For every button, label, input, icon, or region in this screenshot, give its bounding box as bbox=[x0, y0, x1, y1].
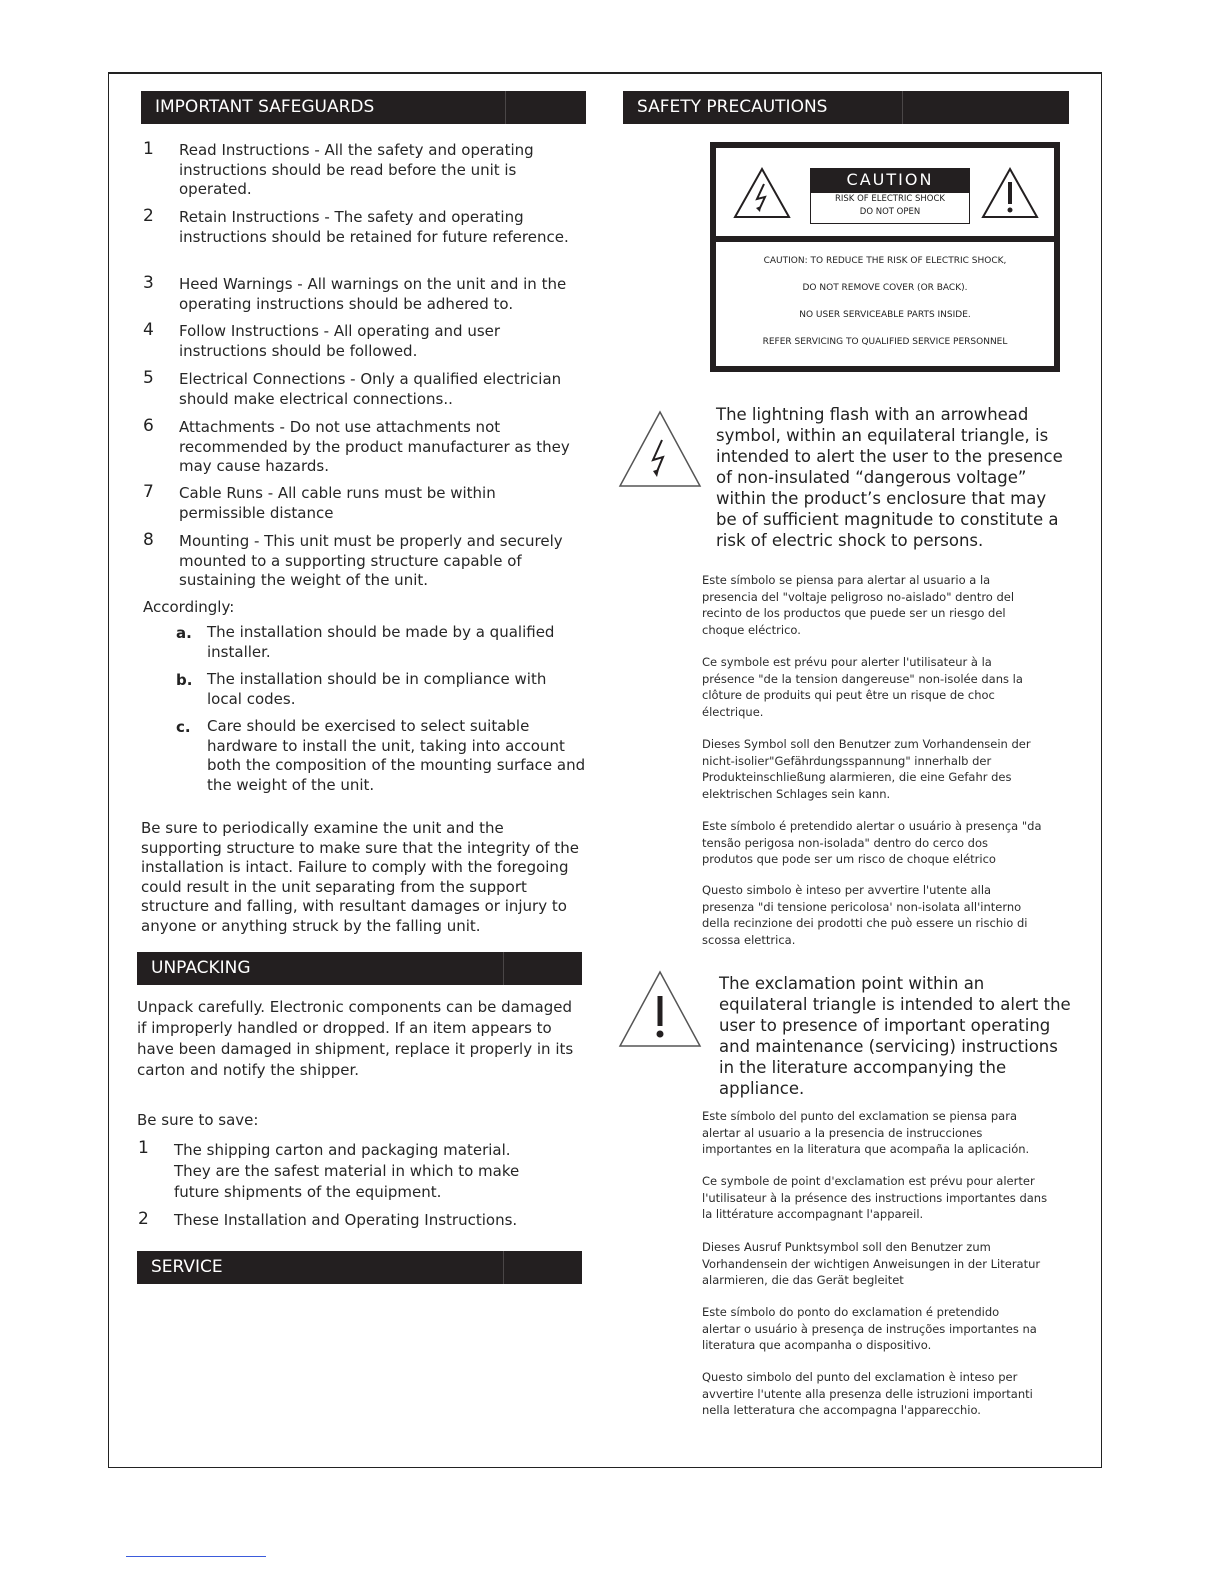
header-label: SAFETY PRECAUTIONS bbox=[637, 97, 828, 117]
lightning-description: The lightning flash with an arrowhead symbol, within an equilateral triangle, is intended to alert the user to the presence of non-insulated “dangerous voltage” within the product’s enclosure that may be of sufficient magnitude to constitute a risk of electric shock to persons. bbox=[716, 405, 1063, 550]
caution-line: NO USER SERVICEABLE PARTS INSIDE. bbox=[799, 310, 971, 320]
list-letter: a. bbox=[176, 624, 192, 642]
list-item: These Installation and Operating Instructions. bbox=[174, 1211, 518, 1229]
list-number: 8 bbox=[143, 530, 154, 550]
exclamation-translation-fr: Ce symbole de point d'exclamation est prévu pour alerter l'utilisateur à la présence des instructions importantes dans la littérature accompagnant l'appareil. bbox=[702, 1174, 1048, 1221]
caution-line: DO NOT REMOVE COVER (OR BACK). bbox=[802, 283, 968, 293]
list-item: The installation should be in compliance with local codes. bbox=[207, 670, 547, 708]
list-number: 7 bbox=[143, 482, 154, 502]
lightning-translation-es: Este símbolo se piensa para alertar al usuario a la presencia del "voltaje peligroso no-aislado" dentro del recinto de los productos que puede ser un riesgo del choque eléctrico. bbox=[702, 573, 1015, 637]
list-item: The installation should be made by a qualified installer. bbox=[207, 623, 555, 661]
list-item: Retain Instructions - The safety and operating instructions should be retained for future reference. bbox=[179, 208, 569, 246]
header-important-safeguards bbox=[141, 91, 586, 124]
caution-subtitle: RISK OF ELECTRIC SHOCK DO NOT OPEN bbox=[810, 192, 970, 224]
lightning-triangle-icon bbox=[618, 410, 702, 488]
lightning-translation-it: Questo simbolo è inteso per avvertire l'utente alla presenza "di tensione pericolosa' non-isolata all'interno della recinzione dei prodotti che può essere un rischio di scossa elettrica. bbox=[702, 883, 1028, 947]
exclamation-triangle-icon bbox=[618, 970, 702, 1048]
lightning-translation-de: Dieses Symbol soll den Benutzer zum Vorhandensein der nicht-isolier"Gefährdungsspannung" innerhalb der Produkteinschließung alarmieren, die eine Gefahr des elektrischen Schlages sein kann. bbox=[702, 737, 1031, 801]
header-label: SERVICE bbox=[151, 1257, 223, 1277]
list-item: Attachments - Do not use attachments not recommended by the product manufacturer as they may cause hazards. bbox=[179, 418, 570, 475]
list-number: 2 bbox=[143, 206, 154, 226]
list-item: Cable Runs - All cable runs must be within permissible distance bbox=[179, 484, 496, 522]
list-number: 1 bbox=[143, 139, 154, 159]
header-label: IMPORTANT SAFEGUARDS bbox=[155, 97, 375, 117]
exclamation-translation-it: Questo simbolo del punto del exclamation è inteso per avvertire l'utente alla presenza delle istruzioni importanti nella letteratura che accompagna l'apparecchio. bbox=[702, 1370, 1033, 1417]
header-unpacking bbox=[137, 952, 582, 985]
list-number: 5 bbox=[143, 368, 154, 388]
exclamation-icon bbox=[980, 166, 1040, 220]
lightning-icon bbox=[732, 166, 792, 220]
unpack-paragraph: Unpack carefully. Electronic components can be damaged if improperly handled or dropped. If an item appears to have been damaged in shipment, replace it properly in its carton and notify the shipper. bbox=[137, 998, 574, 1079]
list-number: 3 bbox=[143, 273, 154, 293]
list-item: Follow Instructions - All operating and user instructions should be followed. bbox=[179, 322, 501, 360]
list-number: 2 bbox=[138, 1209, 149, 1229]
caution-line: CAUTION: TO REDUCE THE RISK OF ELECTRIC SHOCK, bbox=[763, 256, 1007, 266]
list-item: The shipping carton and packaging material. They are the safest material in which to make future shipments of the equipment. bbox=[174, 1141, 520, 1201]
caution-line: REFER SERVICING TO QUALIFIED SERVICE PERSONNEL bbox=[762, 337, 1008, 347]
exclamation-translation-pt: Este símbolo do ponto do exclamation é pretendido alertar o usuário à presença de instruções importantes na literatura que acompanha o dispositivo. bbox=[702, 1305, 1037, 1352]
exclamation-description: The exclamation point within an equilateral triangle is intended to alert the user to presence of important operating and maintenance (servicing) instructions in the literature accompanying the appliance. bbox=[719, 974, 1071, 1098]
list-number: 4 bbox=[143, 320, 154, 340]
header-safety-precautions bbox=[623, 91, 1069, 124]
exclamation-translation-es: Este símbolo del punto del exclamation se piensa para alertar al usuario a la presencia de instrucciones importantes en la literatura que acompaña la aplicación. bbox=[702, 1109, 1030, 1156]
list-number: 1 bbox=[138, 1138, 149, 1158]
periodic-inspection-paragraph: Be sure to periodically examine the unit and the supporting structure to make sure that the integrity of the installation is intact. Failure to comply with the foregoing could result in the unit separating from the support structure and falling, with resultant damages or injury to anyone or anything struck by the falling unit. bbox=[141, 819, 579, 935]
list-item: Read Instructions - All the safety and operating instructions should be read before the unit is operated. bbox=[179, 141, 534, 198]
save-intro: Be sure to save: bbox=[137, 1111, 259, 1129]
lightning-translation-pt: Este símbolo é pretendido alertar o usuário à presença "da tensão perigosa non-isolada" dentro do cerco dos produtos que pode ser um risco de choque elétrico bbox=[702, 819, 1042, 866]
list-item: Care should be exercised to select suitable hardware to install the unit, taking into account both the composition of the mounting surface and the weight of the unit. bbox=[207, 717, 586, 794]
caution-label bbox=[710, 142, 1060, 372]
caution-title: CAUTION bbox=[810, 168, 970, 192]
exclamation-translation-de: Dieses Ausruf Punktsymbol soll den Benutzer zum Vorhandensein der wichtigen Anweisungen in der Literatur alarmieren, die das Gerät begleitet bbox=[702, 1240, 1041, 1287]
list-item: Mounting - This unit must be properly and securely mounted to a supporting structure capable of sustaining the weight of the unit. bbox=[179, 532, 563, 589]
header-service bbox=[137, 1251, 582, 1284]
list-item: Heed Warnings - All warnings on the unit and in the operating instructions should be adhered to. bbox=[179, 275, 567, 313]
list-number: 6 bbox=[143, 416, 154, 436]
accordingly-label: Accordingly: bbox=[143, 598, 235, 616]
header-label: UNPACKING bbox=[151, 958, 251, 978]
footer-link-underline bbox=[126, 1556, 266, 1557]
lightning-translation-fr: Ce symbole est prévu pour alerter l'utilisateur à la présence "de la tension dangereuse" non-isolée dans la clôture de produits qui peut être un risque de choc électrique. bbox=[702, 655, 1023, 719]
list-letter: c. bbox=[176, 718, 191, 736]
list-letter: b. bbox=[176, 671, 193, 689]
list-item: Electrical Connections - Only a qualified electrician should make electrical connections.. bbox=[179, 370, 562, 408]
